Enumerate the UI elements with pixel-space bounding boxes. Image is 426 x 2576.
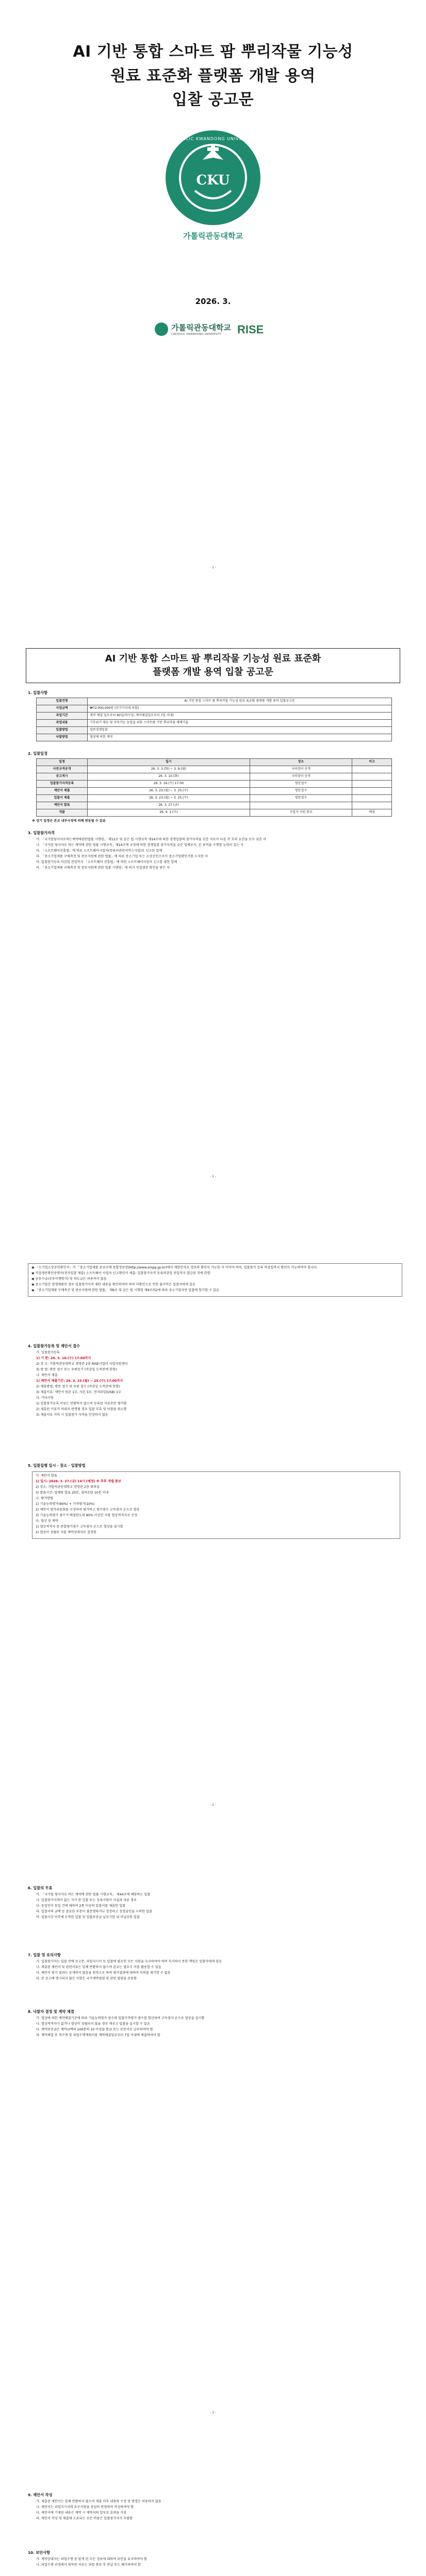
paragraph: 마. 입찰참가등록 마감일 전일까지 「소프트웨어 진흥법」에 의한 소프트웨어사업자 신고를 필한 업체 [36, 860, 177, 864]
logo-sub: CATHOLIC KWANDONG UNIVERSITY [171, 333, 222, 336]
list-item: 3) 발표시간: 업체당 발표 20분, 질의응답 10분 이내 [36, 1490, 109, 1495]
list-item: 1) 기술능력평가(90%) + 가격평가(10%) [36, 1502, 95, 1506]
main-title-line: AI 기반 통합 스마트 팜 뿌리작물 기능성 원료 표준화 [105, 653, 321, 664]
section-6-heading: 6. 입찰의 무효 [28, 1886, 53, 1890]
page-number: - 3 - [210, 2411, 216, 2415]
list-item: 1) 협상적격자 중 종합평가점수 고득점자 순으로 협상을 실시함 [36, 1524, 123, 1529]
list-item: 나. 입찰참가자격이 없는 자가 한 입찰 또는 등록사항이 사실과 다른 경우 [36, 1898, 137, 1902]
cover-title-line: 입찰 공고문 [172, 91, 254, 109]
page-number: - 1 - [210, 566, 216, 569]
paragraph: 가. 「국가를당사자로하는계약에관한법률 시행령」 제12조 및 같은 법 시행규칙 제14조에 의한 경쟁입찰의 참가자격을 갖춘 자로서 다음 각 호의 요건을 모두 갖춘 자 [36, 838, 266, 841]
table-cell [352, 773, 392, 781]
table-label: 제안서 제출 [37, 788, 88, 795]
table-value: 기후위기 대응 및 지속가능 농업을 위한 스마트팜 기반 뿌리작물 재배기술 [88, 720, 392, 727]
university-emblem [164, 129, 262, 227]
list-item: 라. 입찰서의 금액 등 중요한 부분이 불분명하거나 정정하고 정정날인을 누락한 입찰 [36, 1909, 152, 1913]
table-label: 입찰서 제출 [37, 795, 88, 802]
schedule-table [36, 758, 392, 817]
list-item: 다. 동일인이 동일 건에 대하여 2통 이상의 입찰서를 제출한 입찰 [36, 1904, 126, 1908]
list-item: 다. 제안서에 기재된 내용은 계약 시 계약서의 일부로 효력을 가짐 [36, 2511, 127, 2515]
column-header: 장소 [250, 759, 352, 766]
list-item: 2) 협상이 성립된 자를 계약상대자로 결정함 [36, 1530, 96, 1534]
table-row [37, 766, 392, 773]
table-cell: 예정 [352, 809, 392, 817]
section-4-heading: 4. 입찰참가등록 및 제안서 접수 [28, 1344, 80, 1348]
list-item: 다. 계약보증금은 계약금액의 100분의 10 이상을 현금 또는 보증서로 납부하여야 함 [36, 2027, 153, 2031]
table-cell [352, 802, 392, 809]
main-title-line: 플랫폼 개발 용역 입찰 공고문 [153, 667, 273, 677]
list-item: 가. 제안서 발표 [36, 1474, 57, 1478]
table-cell [352, 788, 392, 795]
table-row [37, 734, 392, 741]
list-item: 가. 입찰참가자는 입찰 전에 공고문, 과업지시서 등 입찰에 필요한 모든 사항을 숙지하여야 하며 숙지하지 못한 책임은 입찰자에게 있음 [36, 1960, 222, 1963]
schedule-body [37, 766, 392, 817]
list-item: 2) 제안서 평가위원회를 구성하여 평가하고 평가점수 고득점자 순으로 협상 [36, 1507, 140, 1512]
table-label: 낙찰방법 [37, 734, 88, 741]
table-label: 사전규격공개 [37, 766, 88, 773]
paragraph: 다. 「소프트웨어진흥법」에 따른 소프트웨어사업자(컴퓨터관련서비스사업)로 신고된 업체 [36, 849, 162, 853]
table-cell: 방문접수 [250, 788, 352, 795]
list-item: 나. 제안서 제출 [36, 1373, 58, 1377]
table-cell: 26. 3. 27.(금) [88, 802, 250, 809]
list-item: 1) 기 한: 26. 3. 16.(수) 17:00까지 [36, 1356, 91, 1360]
table-row [37, 802, 392, 809]
list-item: 2) 장 소: 가톨릭관동대학교 경영관 2층 RISE사업단 사업지원센터 [36, 1362, 128, 1366]
table-row [37, 698, 392, 705]
table-cell: 26. 3. 3.(화) ~ 3. 9.(월) [88, 766, 250, 773]
list-item: 3) 방 법: 방문 접수 또는 우편등기 (마감일 도착분에 한함) [36, 1367, 117, 1371]
page-number: - 1 - [210, 1175, 216, 1178]
section-5-heading: 5. 입찰집행 일시 · 장소 · 입찰방법 [28, 1463, 86, 1468]
table-label: 입찰참가자격등록 [37, 781, 88, 788]
section-7-body [36, 1960, 407, 1982]
column-header: 일정 [37, 759, 88, 766]
list-item: 나. 협상적격자가 없거나 협상이 성립되지 않을 경우 재공고 입찰을 실시할 수 있음 [36, 2022, 150, 2026]
list-item: 라. 본 공고에 명시되지 않은 사항은 국가계약법령 및 관련 법령을 준용함 [36, 1976, 137, 1980]
list-item: 가. 계약상대자는 과업수행 중 알게 된 모든 정보에 대하여 보안을 유지하여야 함 [36, 2557, 147, 2561]
cover-title-line: 원료 표준화 플랫폼 개발 용역 [110, 66, 316, 85]
logo-name: 가톨릭관동대학교 [171, 323, 231, 332]
section-5-body [32, 1471, 400, 1539]
list-item: 다. 제안서 평가 결과는 공개하지 않음을 원칙으로 하며 평가결과에 대하여 이의를 제기할 수 없음 [36, 1971, 171, 1975]
list-item: 나. 평가방법 [36, 1496, 53, 1500]
table-label: 개찰 [37, 809, 88, 817]
section-6-body [36, 1893, 407, 1921]
table-value: 일반경쟁입찰 [88, 727, 392, 734]
table-row [37, 788, 392, 795]
list-item: 라. 계약체결 후 착수계 및 과업수행계획서를 계약체결일로부터 7일 이내에 제출하여야 함 [36, 2033, 160, 2037]
paragraph: ◉ 중소기업간 경쟁제품인 경우 입찰참가자격 제한 내용을 확인하여야 하며 미확인으로 인한 불이익은 입찰자에게 있음 [31, 1282, 195, 1286]
table-cell: 나라장터 공개 [250, 773, 352, 781]
table-label: 입찰방법 [37, 727, 88, 734]
list-item: 가. 「국가를 당사자로 하는 계약에 관한 법률 시행규칙」 제44조에 해당하는 입찰 [36, 1893, 151, 1896]
list-item: 나. 과업수행 과정에서 취득한 자료는 과업 종료 후 반납 또는 폐기하여야 함 [36, 2563, 141, 2567]
cover-title [0, 40, 426, 112]
section-1-heading: 1. 입찰사항 [28, 690, 48, 695]
table-label: 제안서 발표 [37, 802, 88, 809]
table-value: ₩72,000,000원 (부가가치세 포함) [88, 705, 392, 713]
paragraph: ◉ 「중소기업제품 구매촉진 및 판로지원에 관한 법률」 제9조 및 같은 법 시행령 제9조의2에 따라 중소기업자만 입찰에 참가할 수 있음 [31, 1288, 219, 1292]
paragraph: 나. 「국가를 당사자로 하는 계약에 관한 법률 시행규칙」제14조에 규정에 의한 경쟁입찰 참가자격을 갖춘 업체로서, 본 용역을 수행할 능력이 있는 자 [36, 843, 244, 847]
table-label: 공고게시 [37, 773, 88, 781]
table-row [37, 781, 392, 788]
table-cell [250, 802, 352, 809]
list-item: 나. 제출된 제안서 및 관련서류는 일체 반환하지 않으며 본교는 필요시 이를 활용할 수 있음 [36, 1965, 161, 1969]
table-cell: 나라장터 공개 [250, 766, 352, 773]
table-label: 사업금액 [37, 705, 88, 713]
list-item: 가. 제출된 제안서는 일체 반환하지 않으며 제출 이후 내용의 수정 및 변경은 허용하지 않음 [36, 2500, 161, 2503]
table-cell: 26. 3. 10.(화) [88, 773, 250, 781]
table-value: 계약 체결 일로부터 60일(착수일: 계약체결일로부터 7일 이내) [88, 713, 392, 720]
list-item: 1) 제안서 제출기간: 26. 3. 23.(월) ~ 25.(수) 17:00까지 [36, 1379, 123, 1383]
table-cell: 26. 3. 23.(월) ~ 3. 25.(수) [88, 795, 250, 802]
university-logo-icon [155, 323, 168, 336]
section-9-heading: 9. 제안서 작성 [28, 2493, 53, 2497]
section-2-heading: 2. 입찰일정 [28, 751, 48, 756]
bid-info-table [36, 698, 392, 741]
section-8-body [36, 2016, 407, 2039]
cover-title-line: AI 기반 통합 스마트 팜 뿌리작물 기능성 [73, 43, 353, 61]
table-value: 협상에 의한 계약 [88, 734, 392, 741]
emblem-letters: CKU [196, 173, 230, 188]
section-10-heading: 10. 보안사항 [28, 2550, 51, 2555]
list-item: 3) 기술능력평가 점수가 배점한도의 85% 이상인 자를 협상적격자로 선정 [36, 1513, 138, 1517]
cover-logos [155, 320, 273, 341]
list-item: 2) 제출된 서류가 허위로 판명될 경우 입찰 무효 및 낙찰을 취소함 [36, 1407, 127, 1411]
page-number: - 2 - [210, 1803, 216, 1807]
table-label: 과업내용 [37, 720, 88, 727]
table-cell: 26. 4. 1.(수) [88, 809, 250, 817]
list-item: 나. 제안서는 과업지시서의 요구사항을 충실히 반영하여 작성하여야 함 [36, 2505, 134, 2509]
list-item: 1) 일시: 2026. 3. 27.(금) 14시 (예정) ※ 추후 개별 통보 [36, 1479, 121, 1483]
table-cell: 방문접수 [250, 795, 352, 802]
table-cell: 사업자 지원 통보 [250, 809, 352, 817]
cover-date: 2026. 3. [195, 297, 231, 306]
list-item: 가. 협상에 의한 계약체결기준에 따라 기술능력평가 점수와 입찰가격평가 점수를 합산하여 고득점자 순으로 협상을 실시함 [36, 2016, 205, 2020]
table-row [37, 720, 392, 727]
table-cell [352, 766, 392, 773]
section-10-body [36, 2557, 407, 2569]
table-row [37, 795, 392, 802]
section-7-heading: 7. 입찰 및 유의사항 [28, 1953, 61, 1957]
table-cell: 방문접수 [250, 781, 352, 788]
section-3-heading: 3. 입찰참가자격 [28, 831, 55, 835]
schedule-note: ※ 상기 일정은 본교 내부사정에 의해 변동될 수 있음 [32, 819, 106, 823]
table-row [37, 809, 392, 817]
list-item: 가. 입찰참가등록 [36, 1351, 60, 1354]
table-cell: 26. 3. 23.(월) ~ 3. 25.(수) [88, 788, 250, 795]
section-9-body [36, 2500, 407, 2522]
list-item: 2) 장소: 가톨릭관동대학교 경영관 2층 회의실 [36, 1485, 100, 1489]
table-row [37, 713, 392, 720]
list-item: 다. 협상 및 계약 [36, 1519, 58, 1523]
paragraph: 바. 「중소기업제품 구매촉진 및 판로지원에 관한 법률 시행령」에 의거 직접생산 확인을 받은 자 [36, 866, 170, 870]
section-3-body [36, 838, 407, 872]
table-row [37, 773, 392, 781]
table-row [37, 727, 392, 734]
section-8-heading: 8. 낙찰자 결정 및 계약 체결 [28, 2009, 74, 2014]
main-title-box [26, 648, 400, 683]
list-item: 3) 제출서류: 제안서 원본 1부, 사본 5부, 전자파일(USB) 1부 [36, 1390, 122, 1394]
emblem-ring-text: CATHOLIC KWANDONG UNIVERSITY [169, 137, 257, 141]
paragraph: ◉ 「소기업소상공인확인서」가 「중소기업제품 공공구매 종합정보망(http://www.smpp.go.kr)에서 제한인자요 정보의 확인이 가능한 자 이어야 하며, 입찰참가 등록 마감일까지 확인이 가능하여야 합니다. [31, 1266, 318, 1269]
table-cell: 26. 3. 16.(수) 17:00 [88, 781, 250, 788]
table-label: 입찰건명 [37, 698, 88, 705]
section-4-body [36, 1351, 407, 1419]
table-header-row [37, 759, 392, 766]
list-item: 마. 입찰시간 이후에 도착한 입찰 및 입찰보증금 납부기한 내 미납부한 입찰 [36, 1915, 140, 1919]
list-item: 라. 제안서 작성 및 제출에 소요되는 모든 비용은 입찰참가자가 부담함 [36, 2516, 133, 2520]
column-header: 일시 [88, 759, 250, 766]
list-item: 다. 기타사항 [36, 1396, 54, 1400]
table-cell [352, 781, 392, 788]
table-label: 과업기간 [37, 713, 88, 720]
table-value: AI 기반 통합 스마트 팜 뿌리작물 기능성 원료 표준화 플랫폼 개발 용역 입찰공고문 [88, 698, 392, 705]
list-item: 1) 입찰참가등록 서류는 반환하지 않으며 등록된 서류로만 평가함 [36, 1401, 127, 1405]
paragraph: 라. 「중소기업제품 구매촉진 및 판로지원에 관한 법률」에 따른 중소기업 또는 소상공인으로서 중소기업확인서를 소지한 자 [36, 854, 208, 858]
column-header: 비고 [352, 759, 392, 766]
rise-logo: RISE [237, 323, 264, 336]
paragraph: ◉ 공동수급(공동이행방식) 및 하도급은 허용하지 않음 [31, 1277, 107, 1281]
qualification-notes-box [28, 1263, 402, 1297]
emblem-caption: 가톨릭관동대학교 [183, 231, 243, 241]
paragraph: ◉ 직접생산확인증명서(전자입찰 제출) 소프트웨어 사업자 신고확인서 제출: 입찰참가자격 등록마감일 전일까지 발급된 것에 한함 [31, 1271, 210, 1275]
list-item: 2) 제출방법: 방문 접수 및 우편 접수 (마감일 도착분에 한함) [36, 1384, 120, 1388]
table-cell [352, 795, 392, 802]
list-item: 3) 제출서류 미비 시 입찰참가 자격을 인정하지 않음 [36, 1413, 108, 1417]
table-row [37, 705, 392, 713]
